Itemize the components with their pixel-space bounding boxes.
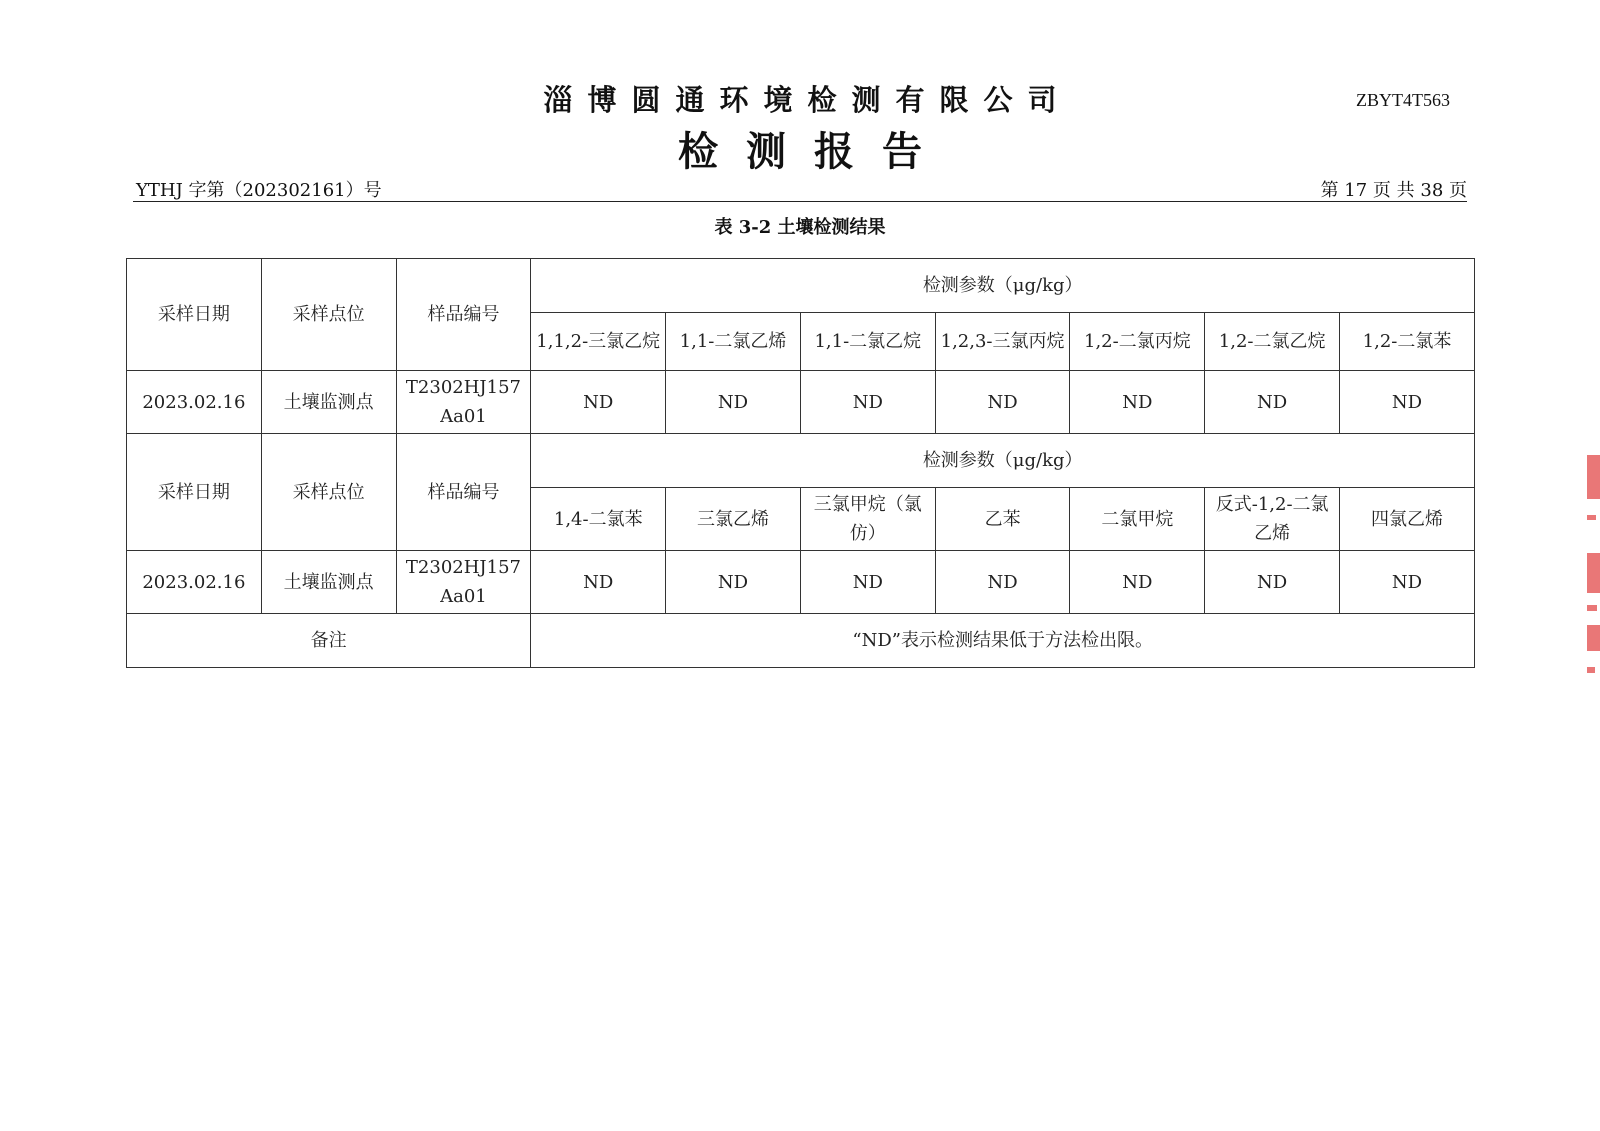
reference-number: YTHJ 字第（202302161）号 [136, 180, 382, 201]
param-name: 1,2-二氯丙烷 [1070, 313, 1205, 371]
header-parameter-group: 检测参数（μg/kg） [531, 434, 1475, 488]
note-label: 备注 [127, 614, 531, 668]
result-value: ND [800, 551, 935, 614]
result-value: ND [1205, 371, 1340, 434]
result-value: ND [1070, 551, 1205, 614]
param-name: 乙苯 [935, 488, 1070, 551]
result-value: ND [1070, 371, 1205, 434]
result-value: ND [666, 551, 801, 614]
document-id: ZBYT4T563 [1356, 90, 1450, 110]
header-sampling-site: 采样点位 [261, 259, 396, 371]
result-value: ND [666, 371, 801, 434]
sample-id: T2302HJ157 Aa01 [396, 371, 531, 434]
param-name: 1,1-二氯乙烷 [800, 313, 935, 371]
result-value: ND [1205, 551, 1340, 614]
note-text: “ND”表示检测结果低于方法检出限。 [531, 614, 1475, 668]
note-row [127, 614, 1475, 668]
header-sample-id: 样品编号 [396, 259, 531, 371]
sampling-site: 土壤监测点 [261, 371, 396, 434]
param-name: 1,2-二氯乙烷 [1205, 313, 1340, 371]
seal-stamp-fragment [1583, 455, 1600, 675]
header-sampling-site: 采样点位 [261, 434, 396, 551]
param-name: 1,2,3-三氯丙烷 [935, 313, 1070, 371]
header-parameter-group: 检测参数（μg/kg） [531, 259, 1475, 313]
company-name: 淄博圆通环境检测有限公司 [543, 83, 1072, 117]
soil-results-table [126, 258, 1475, 668]
param-name: 1,1-二氯乙烯 [666, 313, 801, 371]
sample-id: T2302HJ157 Aa01 [396, 551, 531, 614]
result-value: ND [1340, 371, 1475, 434]
param-name: 四氯乙烯 [1340, 488, 1475, 551]
param-name: 三氯乙烯 [666, 488, 801, 551]
sampling-site: 土壤监测点 [261, 551, 396, 614]
result-value: ND [531, 551, 666, 614]
header-sampling-date: 采样日期 [127, 259, 262, 371]
param-name: 1,4-二氯苯 [531, 488, 666, 551]
param-name: 1,1,2-三氯乙烷 [531, 313, 666, 371]
report-title: 检测报告 [678, 128, 950, 175]
table-row [127, 371, 1475, 434]
result-value: ND [531, 371, 666, 434]
sampling-date: 2023.02.16 [127, 371, 262, 434]
param-name: 二氯甲烷 [1070, 488, 1205, 551]
table-header-row [127, 259, 1475, 313]
table-row [127, 551, 1475, 614]
header-divider [133, 201, 1467, 202]
param-name: 1,2-二氯苯 [1340, 313, 1475, 371]
table-caption: 表 3-2 土壤检测结果 [714, 217, 886, 238]
result-value: ND [1340, 551, 1475, 614]
sampling-date: 2023.02.16 [127, 551, 262, 614]
result-value: ND [800, 371, 935, 434]
param-name: 三氯甲烷（氯仿） [800, 488, 935, 551]
table-header-row [127, 434, 1475, 488]
result-value: ND [935, 371, 1070, 434]
result-value: ND [935, 551, 1070, 614]
page-number: 第 17 页 共 38 页 [1320, 180, 1467, 201]
param-name: 反式-1,2-二氯乙烯 [1205, 488, 1340, 551]
header-sample-id: 样品编号 [396, 434, 531, 551]
header-sampling-date: 采样日期 [127, 434, 262, 551]
